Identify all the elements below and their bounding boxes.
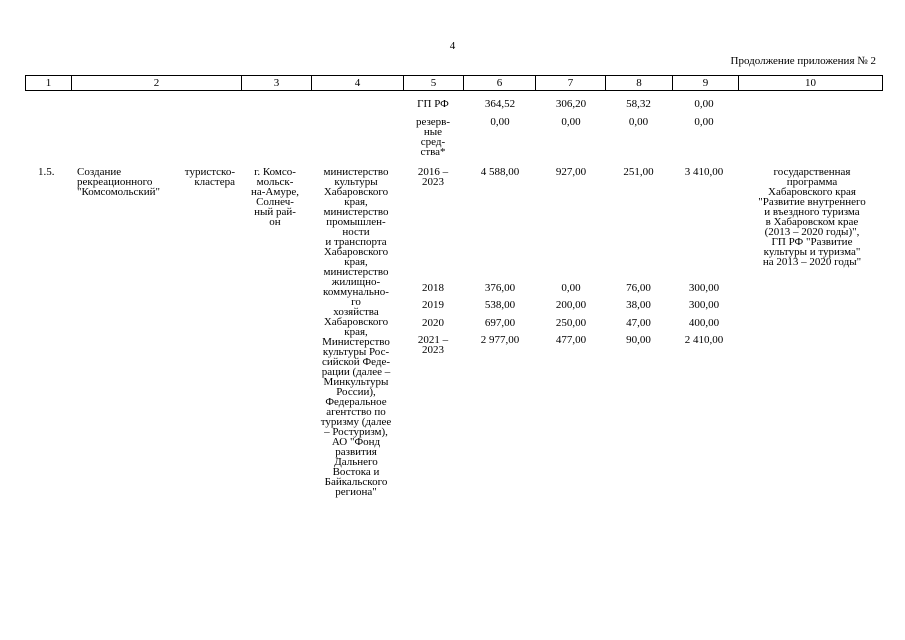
- item-row-1-y2020: 3 410,00: [684, 166, 724, 178]
- column-header-9: 9: [673, 76, 739, 91]
- item-program: государственная программа Хабаровского края "Развитие внутреннего и въездного туризма в Хабаровском крае (2013 – 2020 годы)", ГП РФ "Развитие культуры и туризма" на 2013 – 2020 годы": [758, 166, 866, 268]
- item-period-row-3: 2019: [422, 299, 444, 311]
- top-row-2-y2018: 0,00: [561, 116, 581, 128]
- item-row-2-y2019: 76,00: [626, 282, 651, 294]
- column-header-10: 10: [739, 76, 883, 91]
- item-row-4-y2020: 400,00: [688, 317, 720, 329]
- item-row-3-total: 538,00: [484, 299, 516, 311]
- item-row-2-y2018: 0,00: [561, 282, 581, 294]
- item-row-4-total: 697,00: [484, 317, 516, 329]
- item-name: [77, 167, 235, 197]
- top-row-2-y2020: 0,00: [694, 116, 714, 128]
- top-row-2-total: 0,00: [490, 116, 510, 128]
- item-row-1-y2018: 927,00: [555, 166, 587, 178]
- funding-source-reserve: резерв- ные сред- ства*: [415, 116, 451, 158]
- item-row-5-y2018: 477,00: [555, 334, 587, 346]
- item-location: г. Комсо- мольск- на-Амуре, Солнеч- ный рай- он: [251, 166, 299, 228]
- item-executors: министерство культуры Хабаровского края, министерство промышлен- ности и транспорта Хабаровского края, министерство жилищно- коммунально- го хозяйства Хабаровского края, Министерство культуры Рос- сийской Феде- рации (далее – Минкультуры России), Федеральное агентство по туризму (далее – Ростуризм), АО "Фонд развития Дальнего Востока и Байкальского региона": [320, 166, 392, 498]
- item-period-row-5: 2021 – 2023: [417, 334, 449, 356]
- item-row-3-y2018: 200,00: [555, 299, 587, 311]
- column-header-7: 7: [536, 76, 606, 91]
- item-row-4-y2019: 47,00: [626, 317, 651, 329]
- funding-source-gp-rf: ГП РФ: [417, 98, 449, 110]
- top-row-1-y2018: 306,20: [555, 98, 587, 110]
- item-number: 1.5.: [38, 166, 55, 178]
- top-row-1-y2019: 58,32: [626, 98, 651, 110]
- top-row-2-y2019: 0,00: [628, 116, 649, 128]
- column-number-header: [25, 75, 883, 91]
- column-header-6: 6: [464, 76, 536, 91]
- item-row-2-total: 376,00: [484, 282, 516, 294]
- item-name-part: "Комсомольский": [77, 186, 161, 198]
- column-header-1: 1: [26, 76, 72, 91]
- item-name-part: кластера: [194, 176, 235, 188]
- column-header-3: 3: [242, 76, 312, 91]
- item-period-row-4: 2020: [422, 317, 444, 329]
- item-row-1-total: 4 588,00: [480, 166, 520, 178]
- item-row-1-y2019: 251,00: [623, 166, 654, 178]
- top-row-1-total: 364,52: [484, 98, 516, 110]
- column-header-8: 8: [606, 76, 673, 91]
- item-name-part: туристско-: [184, 166, 235, 178]
- item-row-3-y2019: 38,00: [626, 299, 651, 311]
- item-period-row-1: 2016 – 2023: [417, 166, 449, 188]
- page-number: 4: [449, 40, 456, 52]
- item-row-5-y2019: 90,00: [626, 334, 651, 346]
- item-name-part: рекреационного: [77, 176, 153, 188]
- item-row-5-y2020: 2 410,00: [684, 334, 724, 346]
- item-row-5-total: 2 977,00: [480, 334, 520, 346]
- item-row-2-y2020: 300,00: [688, 282, 720, 294]
- item-period-row-2: 2018: [422, 282, 444, 294]
- item-row-3-y2020: 300,00: [688, 299, 720, 311]
- continuation-note: Продолжение приложения № 2: [730, 55, 876, 67]
- item-name-part: Создание: [77, 166, 122, 178]
- column-header-5: 5: [404, 76, 464, 91]
- top-row-1-y2020: 0,00: [694, 98, 714, 110]
- column-header-4: 4: [312, 76, 404, 91]
- column-header-2: 2: [72, 76, 242, 91]
- item-row-4-y2018: 250,00: [555, 317, 587, 329]
